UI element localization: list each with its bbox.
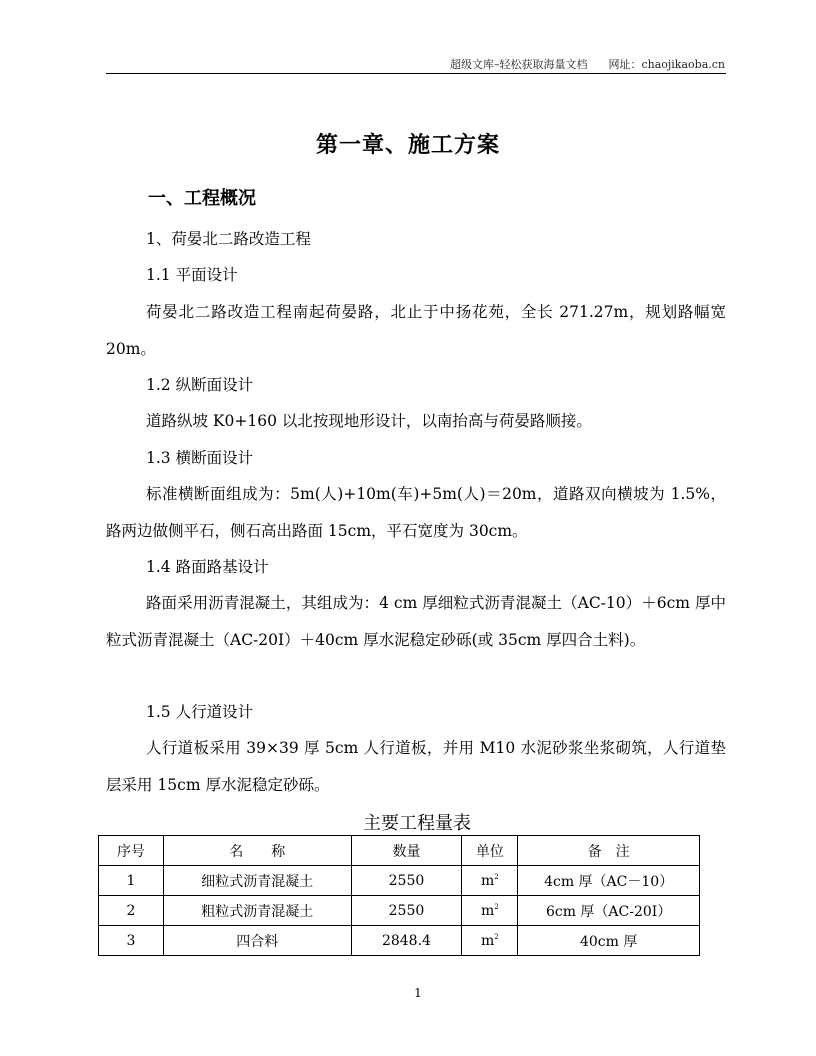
- unit-base: m: [480, 902, 495, 919]
- cell-quantity: 2550: [351, 866, 462, 896]
- cell-remark: 4cm 厚（AC－10）: [518, 866, 700, 896]
- cell-name: 细粒式沥青混凝土: [163, 866, 351, 896]
- cell-remark: 40cm 厚: [518, 926, 700, 956]
- header-unit: 单位: [462, 836, 518, 866]
- project-title: 1、荷晏北二路改造工程: [146, 230, 311, 248]
- pavement-design-body: 路面采用沥青混凝土，其组成为：4 cm 厚细粒式沥青混凝土（AC-10）＋6cm 厚中粒式沥青混凝土（AC-20I）＋40cm 厚水泥稳定砂砾(或 35cm 厚四合土料)。: [106, 594, 726, 649]
- unit-base: m: [480, 872, 495, 889]
- cell-no: 1: [99, 866, 164, 896]
- table-title: 主要工程量表: [363, 813, 471, 834]
- header-no: 序号: [99, 836, 164, 866]
- header-name: 名 称: [163, 836, 351, 866]
- section-heading: 一、工程概况: [148, 188, 256, 209]
- unit-exponent: 2: [494, 872, 499, 881]
- cell-no: 2: [99, 896, 164, 926]
- chapter-title: 第一章、施工方案: [315, 133, 500, 158]
- longitudinal-design-heading: 1.2 纵断面设计: [146, 376, 254, 394]
- table-header-row: [99, 836, 700, 866]
- unit-exponent: 2: [494, 902, 499, 911]
- header-url-label: 网址：: [608, 58, 642, 71]
- header-divider: [106, 73, 726, 74]
- cell-no: 3: [99, 926, 164, 956]
- sidewalk-design-body: 人行道板采用 39×39 厚 5cm 人行道板，并用 M10 水泥砂浆坐浆砌筑，人行道垫层采用 15cm 厚水泥稳定砂砾。: [106, 739, 726, 794]
- plane-design-body: 荷晏北二路改造工程南起荷晏路，北止于中扬花苑，全长 271.27m，规划路幅宽 20m。: [106, 303, 726, 358]
- cell-unit: [462, 866, 518, 896]
- page-header: [450, 56, 725, 72]
- unit-base: m: [480, 932, 495, 949]
- pavement-design-heading: 1.4 路面路基设计: [146, 558, 269, 576]
- page-number: 1: [414, 986, 422, 1000]
- header-url: chaojikaoba.cn: [641, 58, 725, 71]
- header-site-text: 超级文库–轻松获取海量文档: [449, 58, 588, 71]
- sidewalk-design-heading: 1.5 人行道设计: [146, 703, 254, 721]
- unit-exponent: 2: [494, 932, 499, 941]
- cross-section-design-heading: 1.3 横断面设计: [146, 449, 254, 467]
- cell-quantity: 2848.4: [351, 926, 462, 956]
- quantity-table: [98, 835, 700, 956]
- plane-design-heading: 1.1 平面设计: [146, 266, 238, 284]
- cell-remark: 6cm 厚（AC-20I）: [518, 896, 700, 926]
- cell-unit: [462, 896, 518, 926]
- table-row: [99, 926, 700, 956]
- header-remark: 备 注: [518, 836, 700, 866]
- longitudinal-design-body: 道路纵坡 K0+160 以北按现地形设计，以南抬高与荷晏路顺接。: [146, 412, 592, 430]
- cell-unit: [462, 926, 518, 956]
- cell-name: 四合料: [163, 926, 351, 956]
- cell-name: 粗粒式沥青混凝土: [163, 896, 351, 926]
- table-row: [99, 866, 700, 896]
- cross-section-design-body: 标准横断面组成为：5m(人)+10m(车)+5m(人)＝20m，道路双向横坡为 1.5%，路两边做侧平石，侧石高出路面 15cm，平石宽度为 30cm。: [106, 485, 726, 540]
- table-row: [99, 896, 700, 926]
- cell-quantity: 2550: [351, 896, 462, 926]
- header-quantity: 数量: [351, 836, 462, 866]
